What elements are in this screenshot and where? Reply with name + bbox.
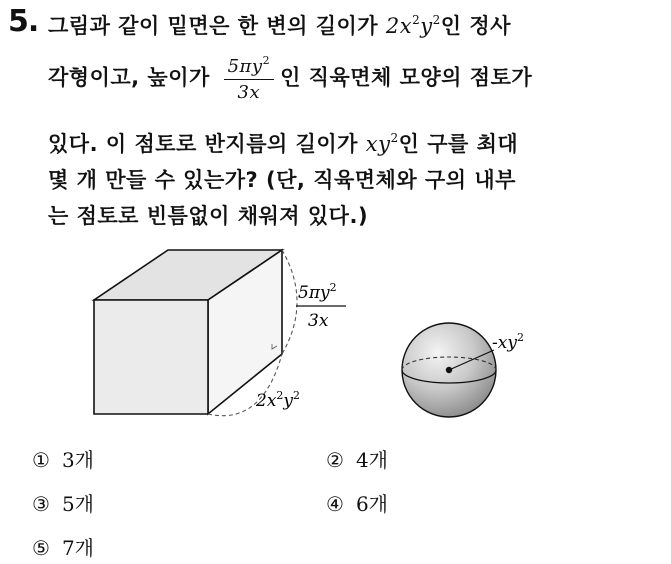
radius-expression: $xy^2$	[365, 131, 399, 156]
box-height-label	[296, 281, 346, 331]
line1-text: 그림과 같이 밑면은 한 변의 길이가	[48, 14, 379, 38]
svg-text:3x: 3x	[308, 311, 329, 331]
question-number: 5.	[8, 4, 39, 39]
line2-prefix: 각형이고, 높이가	[48, 65, 210, 90]
side-length-expression: $2x^2y^2$	[385, 13, 441, 38]
line1-suffix: 인 정사	[440, 14, 511, 38]
svg-text:5πy2: $5\pi y^2$	[298, 281, 337, 303]
choice-5[interactable]: ⑤ 7개	[32, 536, 94, 560]
choice-1[interactable]: ① 3개	[32, 448, 94, 472]
question-line-5: 는 점토로 빈틈없이 채워져 있다.)	[48, 204, 369, 228]
sphere-radius-label: $-xy^2$	[492, 331, 524, 353]
cuboid	[94, 250, 282, 414]
line2-suffix: 인 직육면체 모양의 점토가	[280, 65, 533, 90]
height-dimension-arc	[282, 250, 297, 354]
question-line-3	[48, 128, 518, 158]
choice-3[interactable]: ③ 5개	[32, 492, 94, 516]
question-line-1	[48, 10, 511, 40]
line3-suffix: 인 구를 최대	[398, 132, 519, 156]
question-line-2	[48, 54, 532, 103]
height-fraction: $\frac{5\pi y^2}{3x}$	[224, 54, 274, 103]
choice-2[interactable]: ② 4개	[326, 448, 388, 472]
question-line-4: 몇 개 만들 수 있는가? (단, 직육면체와 구의 내부	[48, 168, 516, 192]
line3-prefix: 있다. 이 점토로 반지름의 길이가	[48, 132, 358, 156]
figure	[0, 238, 671, 438]
choice-4[interactable]: ④ 6개	[326, 492, 388, 516]
sphere	[402, 323, 496, 417]
box-side-label: $2x^2y^2$	[256, 389, 301, 411]
